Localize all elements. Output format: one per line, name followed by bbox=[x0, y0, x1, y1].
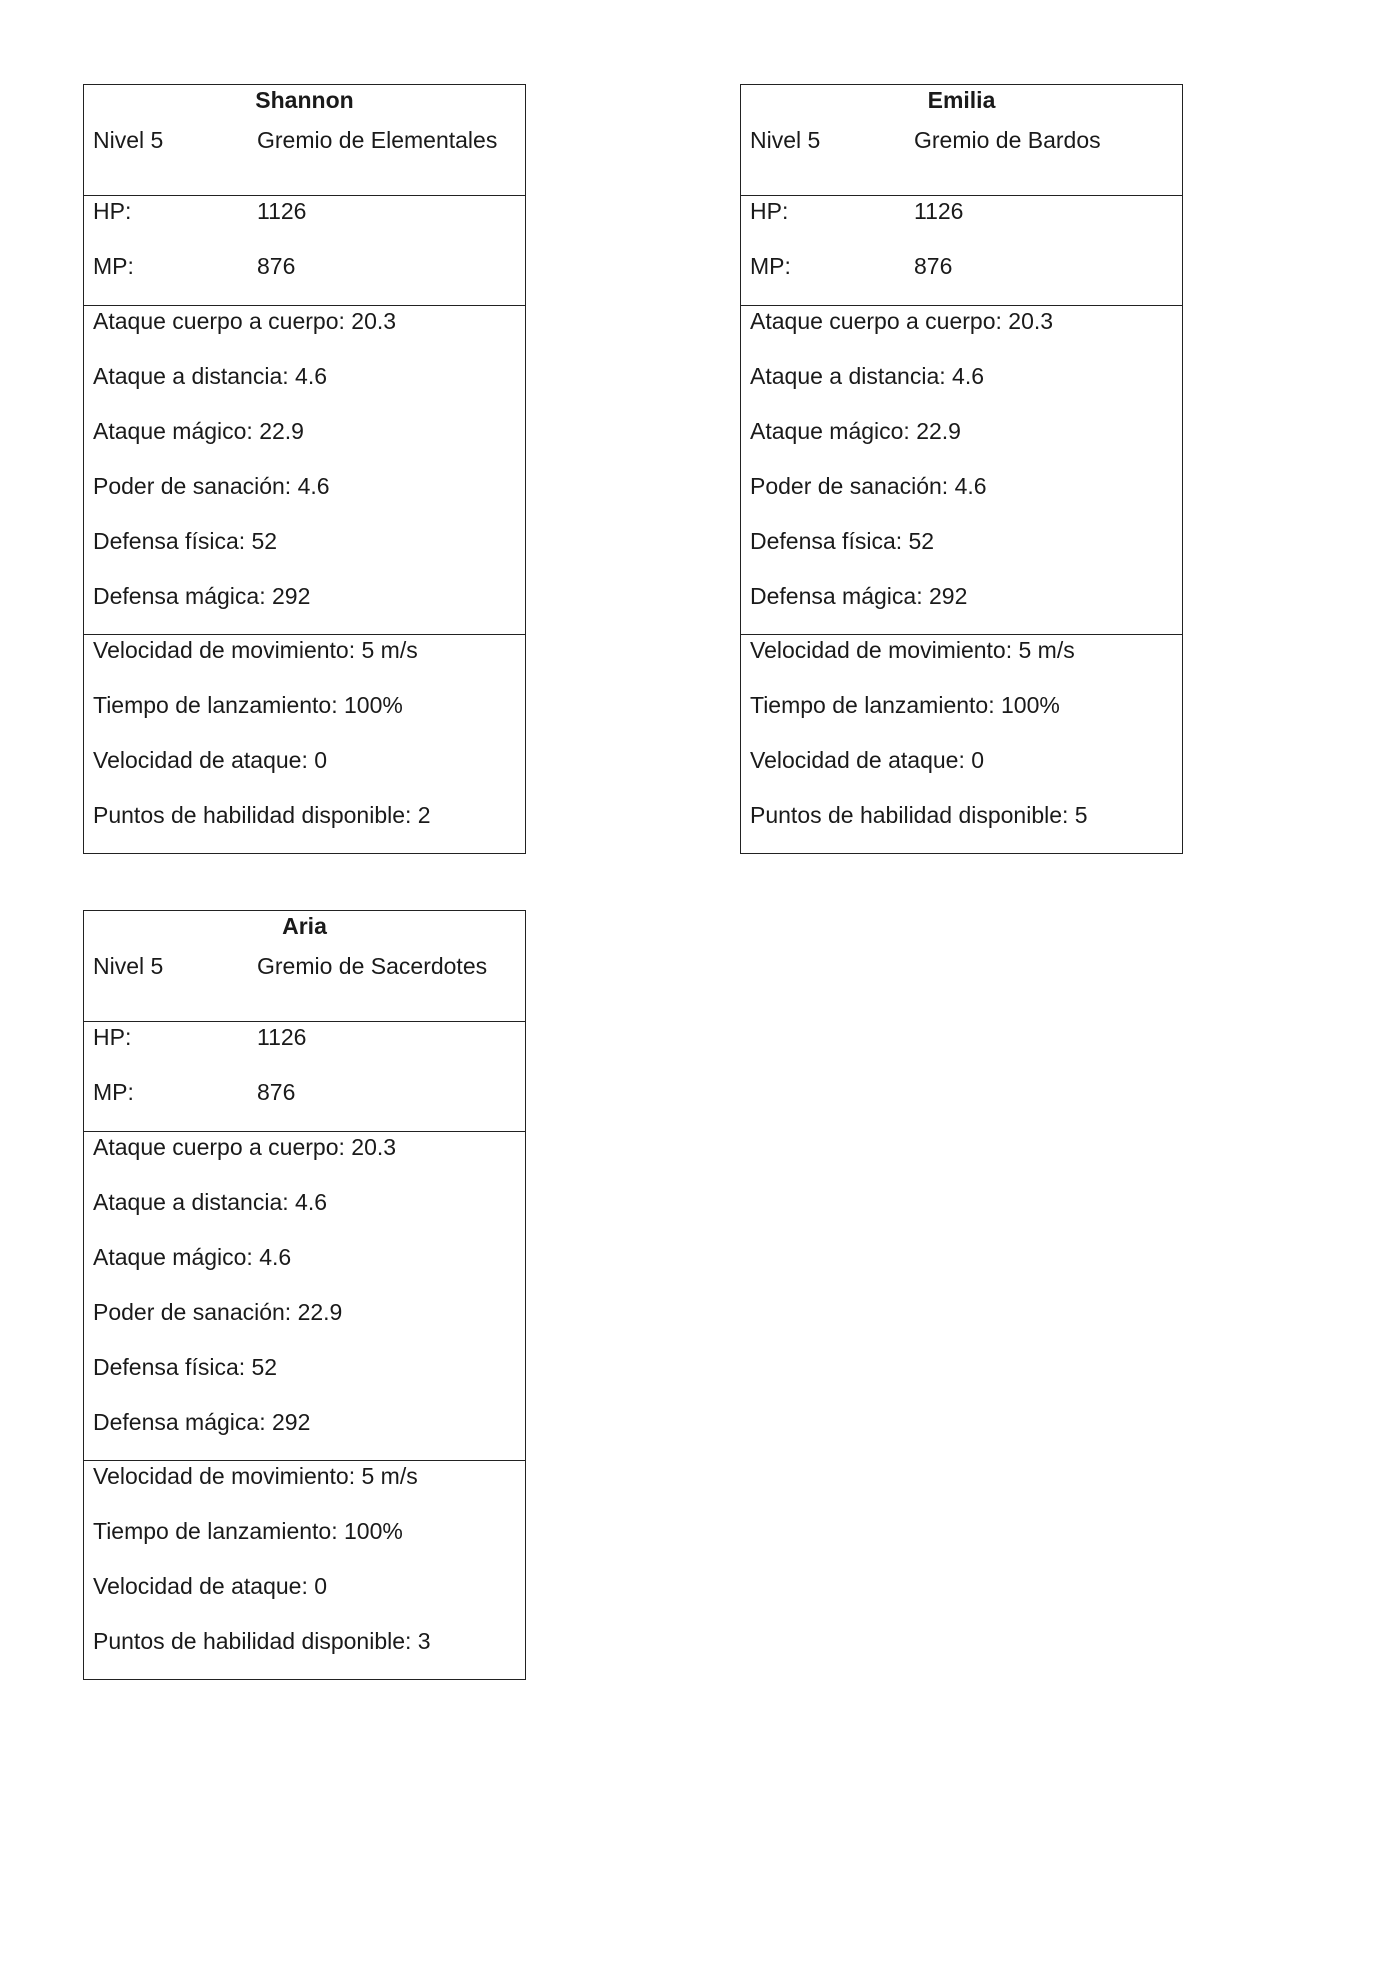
stat-ranged-attack: Ataque a distancia: 4.6 bbox=[93, 363, 327, 389]
stat-magic-defense: Defensa mágica: 292 bbox=[93, 1409, 311, 1435]
stat-magic-attack: Ataque mágico: 22.9 bbox=[750, 418, 961, 444]
character-guild: Gremio de Elementales bbox=[257, 127, 498, 153]
stat-cast-time: Tiempo de lanzamiento: 100% bbox=[93, 1518, 403, 1544]
mp-label: MP: bbox=[93, 253, 134, 279]
misc-stats-section bbox=[84, 1460, 525, 1679]
character-name: Shannon bbox=[255, 87, 354, 113]
card-header bbox=[84, 85, 525, 195]
misc-stats-section bbox=[84, 634, 525, 853]
character-card-aria bbox=[83, 910, 526, 1680]
character-guild: Gremio de Bardos bbox=[914, 127, 1101, 153]
combat-stats-section bbox=[741, 305, 1182, 634]
stat-melee-attack: Ataque cuerpo a cuerpo: 20.3 bbox=[93, 1134, 397, 1160]
vitals-section bbox=[84, 195, 525, 305]
character-guild: Gremio de Sacerdotes bbox=[257, 953, 488, 979]
character-card-shannon bbox=[83, 84, 526, 854]
stat-ranged-attack: Ataque a distancia: 4.6 bbox=[750, 363, 984, 389]
hp-value: 1126 bbox=[257, 1024, 307, 1050]
misc-stats-section bbox=[741, 634, 1182, 853]
stat-healing-power: Poder de sanación: 22.9 bbox=[93, 1299, 343, 1325]
stat-cast-time: Tiempo de lanzamiento: 100% bbox=[93, 692, 403, 718]
vitals-section bbox=[84, 1021, 525, 1131]
hp-label: HP: bbox=[93, 198, 132, 224]
stat-ranged-attack: Ataque a distancia: 4.6 bbox=[93, 1189, 327, 1215]
character-name: Aria bbox=[282, 913, 327, 939]
stat-melee-attack: Ataque cuerpo a cuerpo: 20.3 bbox=[93, 308, 397, 334]
mp-value: 876 bbox=[257, 253, 296, 279]
stat-physical-defense: Defensa física: 52 bbox=[93, 528, 278, 554]
stat-magic-defense: Defensa mágica: 292 bbox=[750, 583, 968, 609]
stat-attack-speed: Velocidad de ataque: 0 bbox=[93, 1573, 328, 1599]
hp-value: 1126 bbox=[257, 198, 307, 224]
stat-magic-defense: Defensa mágica: 292 bbox=[93, 583, 311, 609]
stat-melee-attack: Ataque cuerpo a cuerpo: 20.3 bbox=[750, 308, 1054, 334]
stat-skill-points: Puntos de habilidad disponible: 3 bbox=[93, 1628, 431, 1654]
mp-label: MP: bbox=[750, 253, 791, 279]
stat-movement-speed: Velocidad de movimiento: 5 m/s bbox=[750, 637, 1075, 663]
hp-label: HP: bbox=[750, 198, 789, 224]
stat-skill-points: Puntos de habilidad disponible: 5 bbox=[750, 802, 1088, 828]
vitals-section bbox=[741, 195, 1182, 305]
stat-cast-time: Tiempo de lanzamiento: 100% bbox=[750, 692, 1060, 718]
stat-physical-defense: Defensa física: 52 bbox=[750, 528, 935, 554]
character-level: Nivel 5 bbox=[93, 127, 164, 153]
card-header bbox=[741, 85, 1182, 195]
stat-healing-power: Poder de sanación: 4.6 bbox=[93, 473, 330, 499]
character-level: Nivel 5 bbox=[750, 127, 821, 153]
stat-magic-attack: Ataque mágico: 4.6 bbox=[93, 1244, 292, 1270]
card-header bbox=[84, 911, 525, 1021]
stat-physical-defense: Defensa física: 52 bbox=[93, 1354, 278, 1380]
combat-stats-section bbox=[84, 305, 525, 634]
stat-movement-speed: Velocidad de movimiento: 5 m/s bbox=[93, 1463, 418, 1489]
combat-stats-section bbox=[84, 1131, 525, 1460]
mp-label: MP: bbox=[93, 1079, 134, 1105]
stat-skill-points: Puntos de habilidad disponible: 2 bbox=[93, 802, 431, 828]
character-name: Emilia bbox=[927, 87, 996, 113]
hp-value: 1126 bbox=[914, 198, 964, 224]
stat-movement-speed: Velocidad de movimiento: 5 m/s bbox=[93, 637, 418, 663]
hp-label: HP: bbox=[93, 1024, 132, 1050]
stat-attack-speed: Velocidad de ataque: 0 bbox=[750, 747, 985, 773]
mp-value: 876 bbox=[257, 1079, 296, 1105]
stat-magic-attack: Ataque mágico: 22.9 bbox=[93, 418, 304, 444]
character-level: Nivel 5 bbox=[93, 953, 164, 979]
stat-healing-power: Poder de sanación: 4.6 bbox=[750, 473, 987, 499]
character-card-emilia bbox=[740, 84, 1183, 854]
stat-attack-speed: Velocidad de ataque: 0 bbox=[93, 747, 328, 773]
mp-value: 876 bbox=[914, 253, 953, 279]
